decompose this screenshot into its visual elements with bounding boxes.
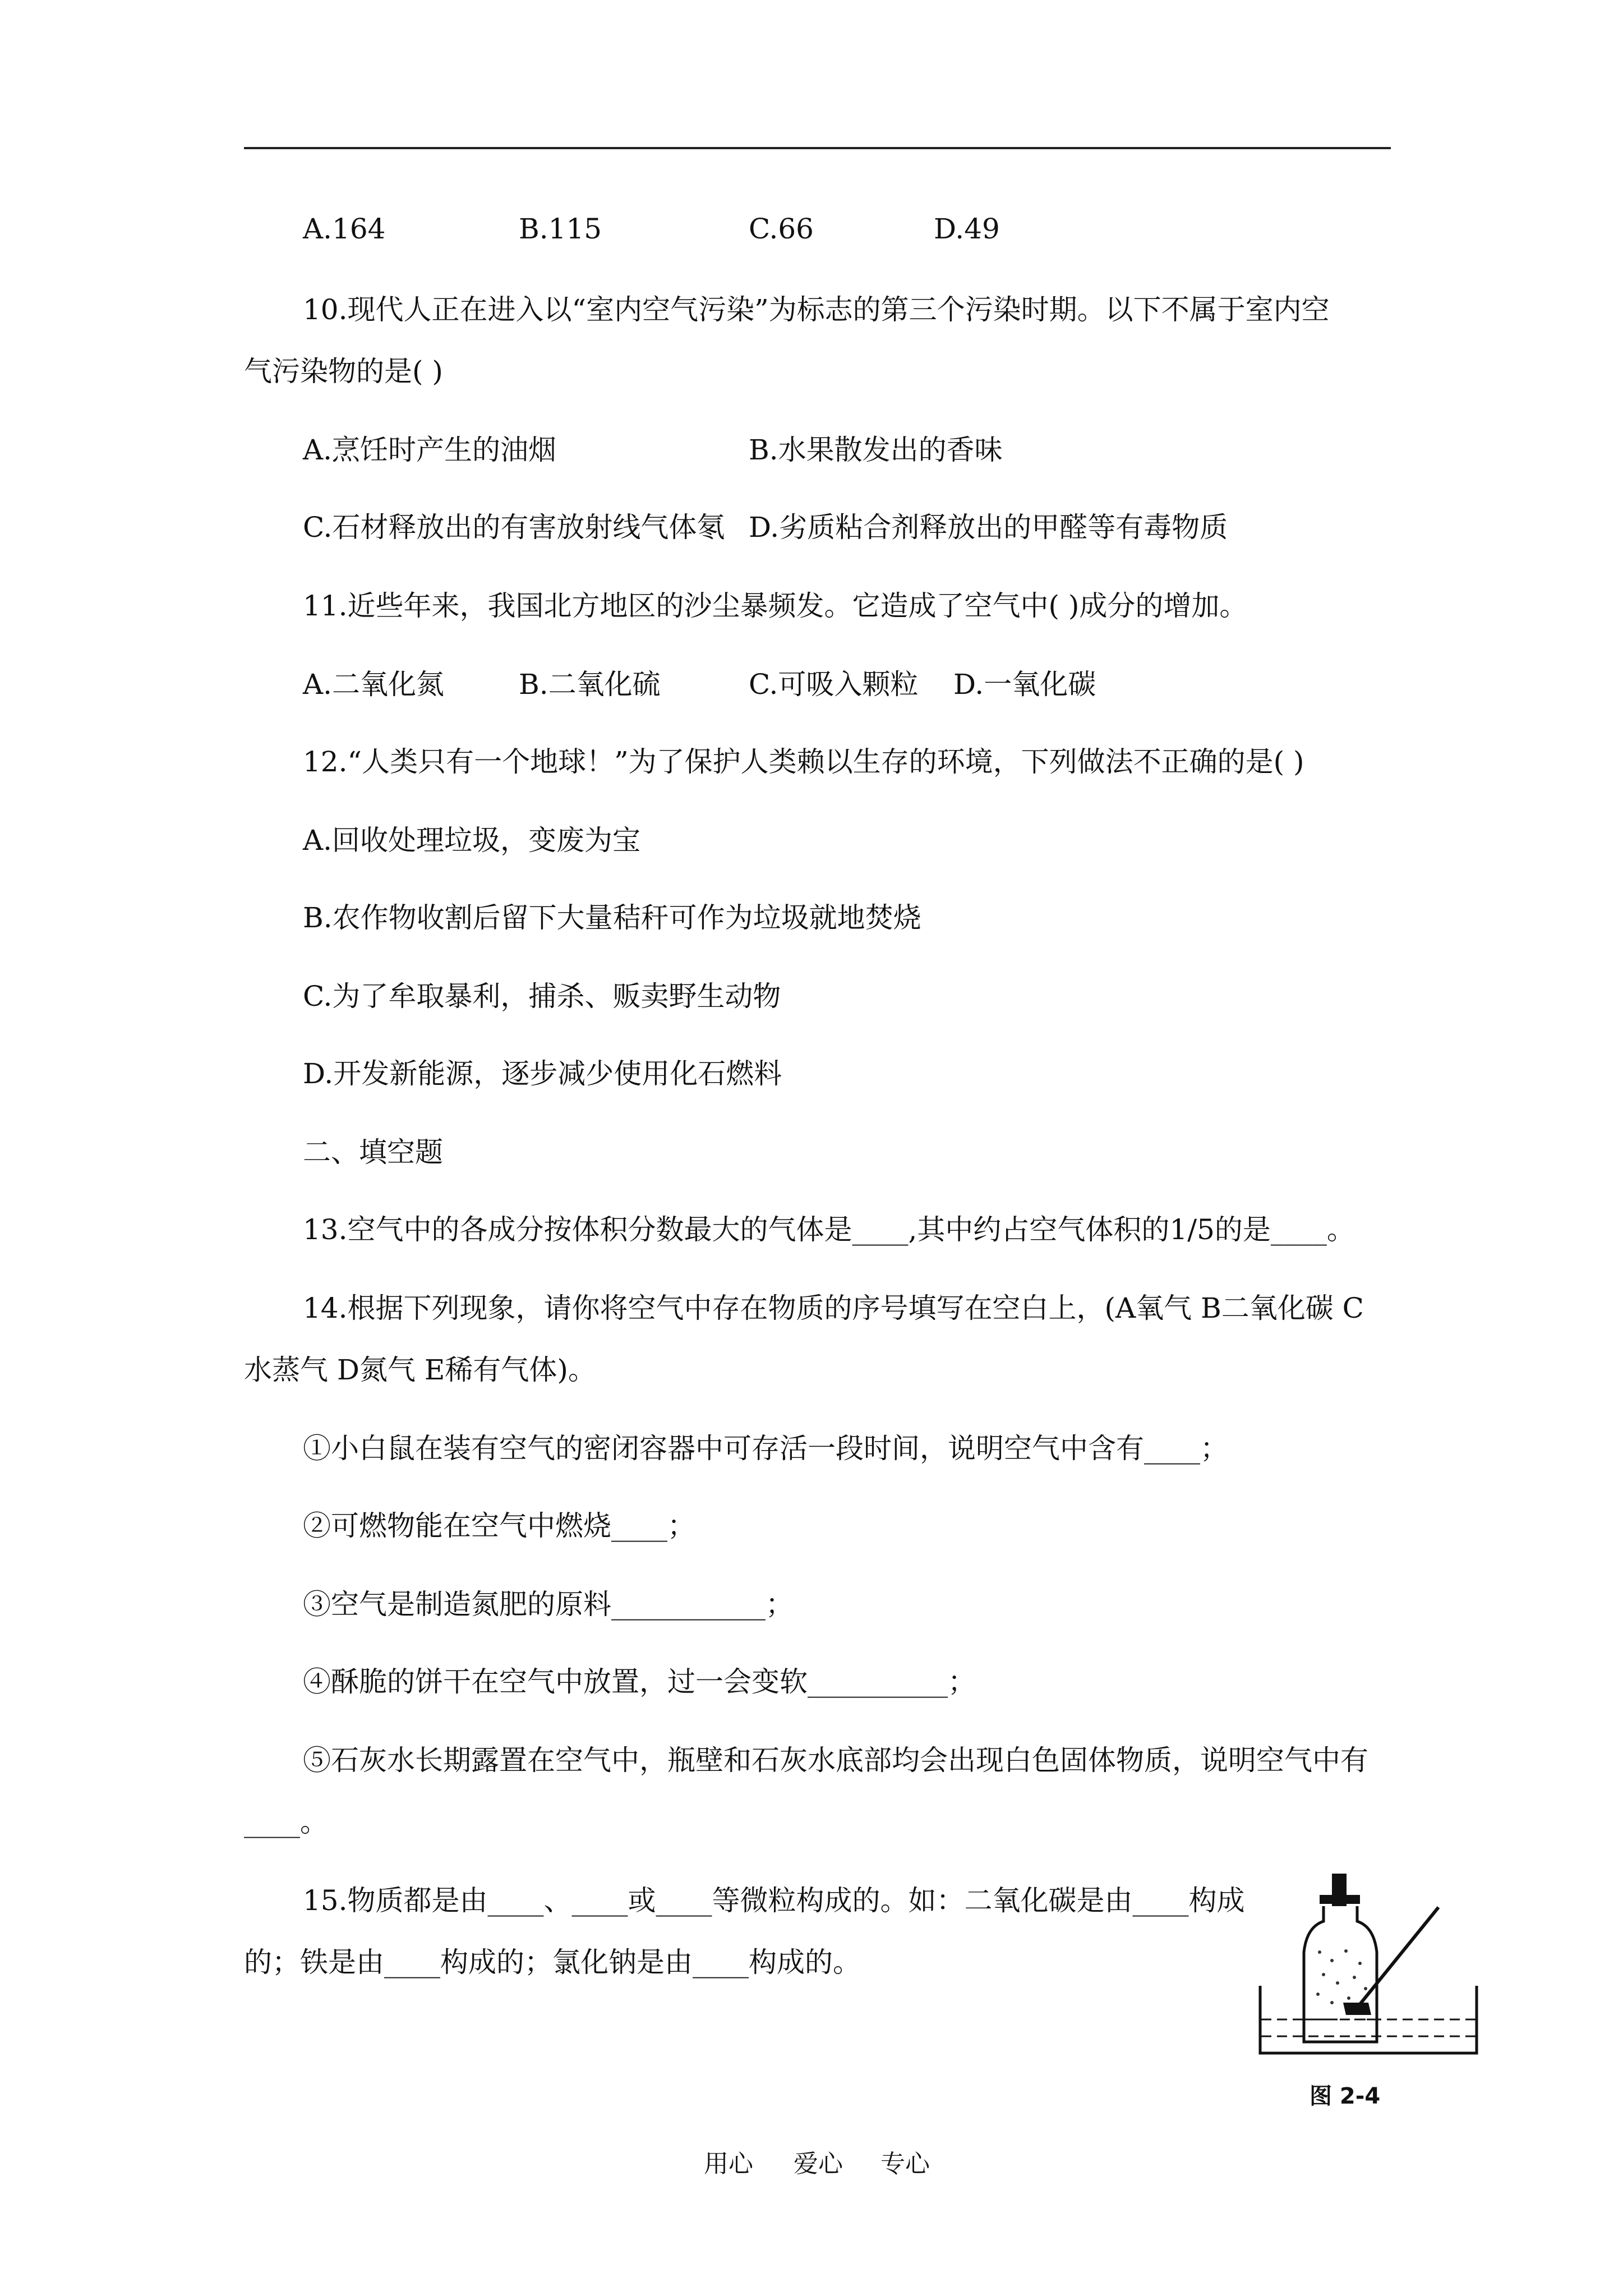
q14-item-5-cont: ____。 — [244, 1806, 328, 1838]
q11-option-d: D.一氧化碳 — [953, 668, 1096, 701]
q14-item-2: ②可燃物能在空气中燃烧____； — [303, 1510, 695, 1542]
q9-option-c: C.66 — [749, 213, 814, 245]
q9-option-b: B.115 — [519, 213, 602, 245]
footer-word-2: 爱心 — [794, 2150, 843, 2178]
footer-word-3: 专心 — [880, 2150, 930, 2178]
q11-stem: 11.近些年来，我国北方地区的沙尘暴频发。它造成了空气中( )成分的增加。 — [303, 590, 1248, 622]
q10-stem-line2: 气污染物的是( ) — [244, 355, 443, 388]
q10-option-a: A.烹饪时产生的油烟 — [303, 434, 557, 466]
q15-stem-line1: 15.物质都是由____、____或____等微粒构成的。如：二氧化碳是由____构成 — [303, 1884, 1245, 1917]
q9-option-a: A.164 — [303, 213, 386, 245]
q12-option-c: C.为了牟取暴利，捕杀、贩卖野生动物 — [303, 980, 781, 1013]
footer-word-1: 用心 — [704, 2150, 753, 2178]
q12-stem: 12.“人类只有一个地球！”为了保护人类赖以生存的环境，下列做法不正确的是( ) — [303, 746, 1304, 778]
q10-option-c: C.石材释放出的有害放射线气体氡 — [303, 511, 725, 544]
q12-option-b: B.农作物收割后留下大量秸秆可作为垃圾就地焚烧 — [303, 901, 921, 934]
q12-option-a: A.回收处理垃圾，变废为宝 — [303, 824, 641, 857]
q14-item-3: ③空气是制造氮肥的原料___________； — [303, 1588, 794, 1621]
section-heading: 二、填空题 — [303, 1136, 443, 1168]
figure-caption: 图 2-4 — [1310, 2083, 1381, 2109]
q12-option-d: D.开发新能源，逐步减少使用化石燃料 — [303, 1057, 782, 1090]
q10-option-d: D.劣质粘合剂释放出的甲醛等有毒物质 — [749, 511, 1228, 544]
q10-option-b: B.水果散发出的香味 — [749, 434, 1003, 466]
q9-option-d: D.49 — [934, 213, 1000, 245]
bottle-in-trough-diagram — [1253, 1868, 1511, 2126]
figure-2-4 — [1253, 1868, 1511, 2126]
q13-stem: 13.空气中的各成分按体积分数最大的气体是____,其中约占空气体积的1/5的是____。 — [303, 1213, 1355, 1246]
q11-option-b: B.二氧化硫 — [519, 668, 661, 701]
header-rule — [244, 147, 1391, 149]
q14-stem-line1: 14.根据下列现象，请你将空气中存在物质的序号填写在空白上，(A氧气 B二氧化碳 C — [303, 1292, 1364, 1324]
q14-item-5: ⑤石灰水长期露置在空气中，瓶壁和石灰水底部均会出现白色固体物质，说明空气中有 — [303, 1744, 1368, 1777]
q14-item-1: ①小白鼠在装有空气的密闭容器中可存活一段时间，说明空气中含有____； — [303, 1432, 1228, 1465]
q10-stem-line1: 10.现代人正在进入以“室内空气污染”为标志的第三个污染时期。以下不属于室内空 — [303, 293, 1330, 326]
q15-stem-line2: 的；铁是由____构成的；氯化钠是由____构成的。 — [244, 1946, 861, 1978]
q11-option-a: A.二氧化氮 — [303, 668, 445, 701]
q11-option-c: C.可吸入颗粒 — [749, 668, 919, 701]
q14-stem-line2: 水蒸气 D氮气 E稀有气体)。 — [244, 1354, 596, 1386]
q14-item-4: ④酥脆的饼干在空气中放置，过一会变软__________； — [303, 1665, 976, 1698]
